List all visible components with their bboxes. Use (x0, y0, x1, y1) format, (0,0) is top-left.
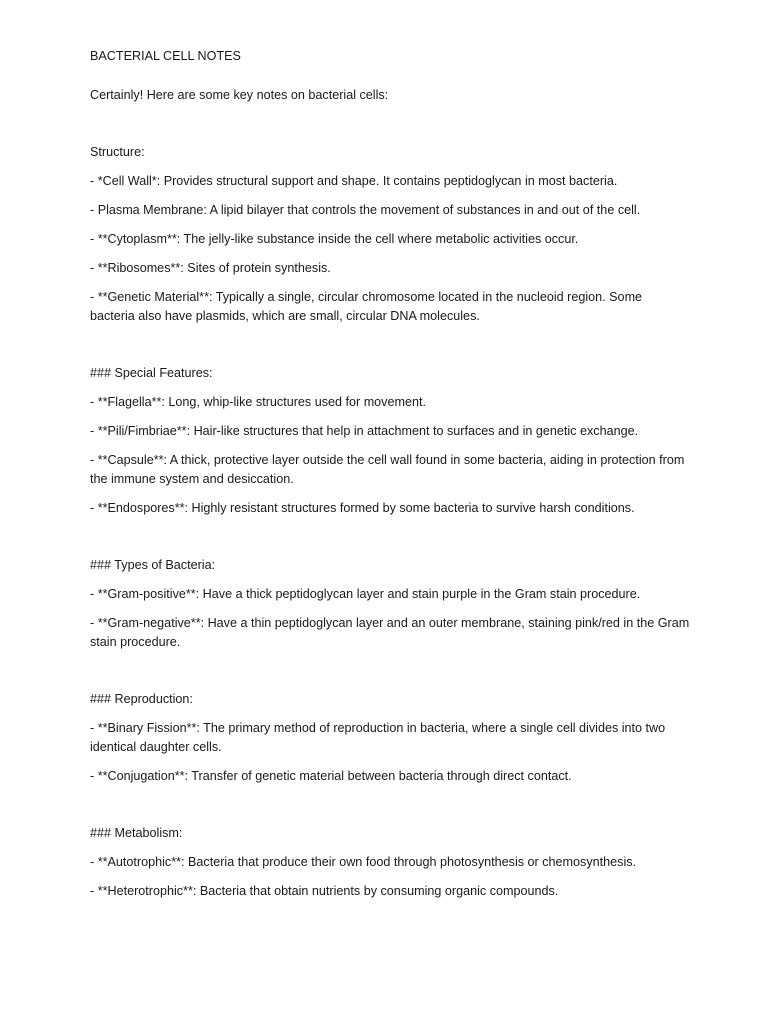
section-heading: ### Metabolism: (90, 826, 183, 840)
list-item: - **Binary Fission**: The primary method of reproduction in bacteria, where a single cell divides into two identical daughter cells. (90, 721, 666, 754)
list-item: - **Autotrophic**: Bacteria that produce their own food through photosynthesis or chemosynthesis. (90, 855, 637, 869)
list-item: - **Gram-negative**: Have a thin peptidoglycan layer and an outer membrane, staining pink/red in the Gram stain procedure. (90, 616, 690, 649)
section-reproduction (90, 690, 690, 786)
list-item: - **Capsule**: A thick, protective layer outside the cell wall found in some bacteria, aiding in protection from the immune system and desiccation. (90, 453, 685, 486)
list-item: - **Ribosomes**: Sites of protein synthesis. (90, 261, 331, 275)
list-item: - **Pili/Fimbriae**: Hair-like structures that help in attachment to surfaces and in genetic exchange. (90, 424, 639, 438)
list-item: - **Cytoplasm**: The jelly-like substance inside the cell where metabolic activities occur. (90, 232, 579, 246)
section-heading: ### Types of Bacteria: (90, 558, 216, 572)
document-title: BACTERIAL CELL NOTES (90, 49, 241, 63)
document-page (90, 47, 690, 901)
list-item: - Plasma Membrane: A lipid bilayer that controls the movement of substances in and out of the cell. (90, 203, 641, 217)
section-special-features (90, 364, 690, 518)
section-heading: ### Reproduction: (90, 692, 193, 706)
section-types-of-bacteria (90, 556, 690, 652)
section-structure (90, 143, 690, 326)
list-item: - **Flagella**: Long, whip-like structures used for movement. (90, 395, 426, 409)
section-metabolism (90, 824, 690, 901)
list-item: - *Cell Wall*: Provides structural support and shape. It contains peptidoglycan in most bacteria. (90, 174, 618, 188)
list-item: - **Conjugation**: Transfer of genetic material between bacteria through direct contact. (90, 769, 572, 783)
list-item: - **Genetic Material**: Typically a single, circular chromosome located in the nucleoid region. Some bacteria also have plasmids, which are small, circular DNA molecules. (90, 290, 643, 323)
list-item: - **Heterotrophic**: Bacteria that obtain nutrients by consuming organic compounds. (90, 884, 559, 898)
intro-paragraph: Certainly! Here are some key notes on bacterial cells: (90, 88, 389, 102)
list-item: - **Endospores**: Highly resistant structures formed by some bacteria to survive harsh conditions. (90, 501, 635, 515)
section-heading: Structure: (90, 145, 145, 159)
list-item: - **Gram-positive**: Have a thick peptidoglycan layer and stain purple in the Gram stain procedure. (90, 587, 641, 601)
section-heading: ### Special Features: (90, 366, 213, 380)
